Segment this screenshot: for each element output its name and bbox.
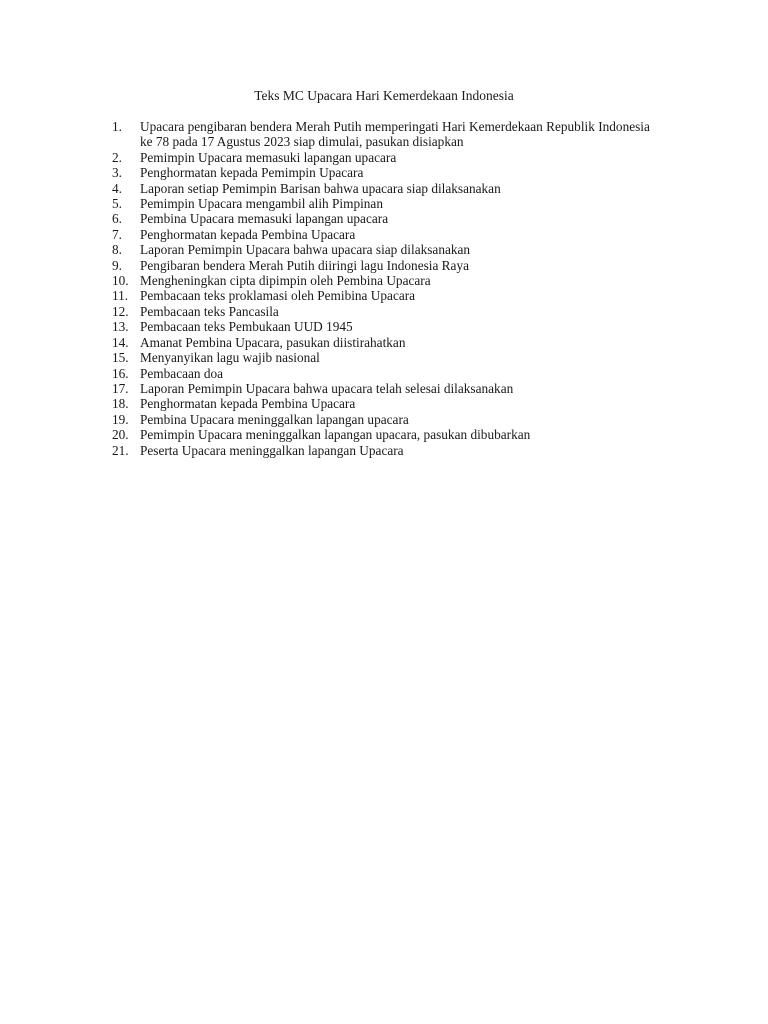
list-item <box>112 288 652 303</box>
list-item <box>112 211 652 226</box>
list-item <box>112 412 652 427</box>
document-title: Teks MC Upacara Hari Kemerdekaan Indonesia <box>254 88 514 103</box>
ceremony-order-list <box>112 119 652 458</box>
list-item-number: 7. <box>112 226 122 242</box>
list-item-text: Pemimpin Upacara mengambil alih Pimpinan <box>140 196 383 212</box>
list-item-number: 8. <box>112 242 122 258</box>
list-item-number: 17. <box>112 380 129 396</box>
list-item-number: 20. <box>112 427 129 443</box>
list-item-number: 14. <box>112 334 129 350</box>
list-item-text: Pembacaan doa <box>140 365 224 381</box>
list-item <box>112 396 652 411</box>
list-item-text: Laporan Pemimpin Upacara bahwa upacara siap dilaksanakan <box>140 242 471 258</box>
list-item <box>112 165 652 180</box>
list-item <box>112 427 652 442</box>
list-item <box>112 319 652 334</box>
list-item <box>112 119 652 150</box>
list-item <box>112 181 652 196</box>
list-item-number: 10. <box>112 273 129 289</box>
list-item-text: Pembina Upacara meninggalkan lapangan upacara <box>140 411 409 427</box>
list-item-number: 2. <box>112 149 122 165</box>
list-item-number: 12. <box>112 303 129 319</box>
list-item-number: 9. <box>112 257 122 273</box>
list-item-text: Pembacaan teks proklamasi oleh Pemibina Upacara <box>140 288 416 304</box>
list-item-number: 19. <box>112 411 129 427</box>
list-item-text: Laporan setiap Pemimpin Barisan bahwa upacara siap dilaksanakan <box>140 180 501 196</box>
list-item <box>112 381 652 396</box>
list-item-number: 6. <box>112 211 122 227</box>
list-item <box>112 242 652 257</box>
list-item-number: 21. <box>112 442 129 458</box>
list-item-text: Pemimpin Upacara meninggalkan lapangan upacara, pasukan dibubarkan <box>140 427 531 443</box>
list-item-text: Pemimpin Upacara memasuki lapangan upacara <box>140 149 397 165</box>
list-item-text: Peserta Upacara meninggalkan lapangan Upacara <box>140 442 404 458</box>
list-item <box>112 196 652 211</box>
list-item <box>112 443 652 458</box>
list-item-text: Mengheningkan cipta dipimpin oleh Pembina Upacara <box>140 273 431 289</box>
list-item-number: 15. <box>112 350 129 366</box>
list-item-number: 16. <box>112 365 129 381</box>
list-item-number: 13. <box>112 319 129 335</box>
list-item-text: Pembacaan teks Pancasila <box>140 303 279 319</box>
list-item-number: 5. <box>112 196 122 212</box>
list-item <box>112 350 652 365</box>
list-item <box>112 335 652 350</box>
list-item-number: 4. <box>112 180 122 196</box>
list-item <box>112 366 652 381</box>
list-item <box>112 304 652 319</box>
list-item <box>112 258 652 273</box>
list-item-text: Upacara pengibaran bendera Merah Putih memperingati Hari Kemerdekaan Republik Indonesia ke 78 pada 17 Agustus 2023 siap dimulai, pasukan disiapkan <box>140 119 650 150</box>
list-item-text: Amanat Pembina Upacara, pasukan diistirahatkan <box>140 334 406 350</box>
list-item-text: Pengibaran bendera Merah Putih diiringi lagu Indonesia Raya <box>140 257 470 273</box>
list-item-number: 3. <box>112 165 122 181</box>
list-item-text: Pembina Upacara memasuki lapangan upacara <box>140 211 389 227</box>
list-item-text: Penghormatan kepada Pembina Upacara <box>140 396 356 412</box>
list-item-text: Penghormatan kepada Pemimpin Upacara <box>140 165 364 181</box>
list-item <box>112 150 652 165</box>
list-item-number: 18. <box>112 396 129 412</box>
list-item-text: Menyanyikan lagu wajib nasional <box>140 350 320 366</box>
list-item-text: Penghormatan kepada Pembina Upacara <box>140 226 356 242</box>
list-item-number: 11. <box>112 288 129 304</box>
list-item-text: Pembacaan teks Pembukaan UUD 1945 <box>140 319 353 335</box>
list-item <box>112 273 652 288</box>
list-item-text: Laporan Pemimpin Upacara bahwa upacara telah selesai dilaksanakan <box>140 380 514 396</box>
list-item <box>112 227 652 242</box>
list-item-number: 1. <box>112 119 122 134</box>
